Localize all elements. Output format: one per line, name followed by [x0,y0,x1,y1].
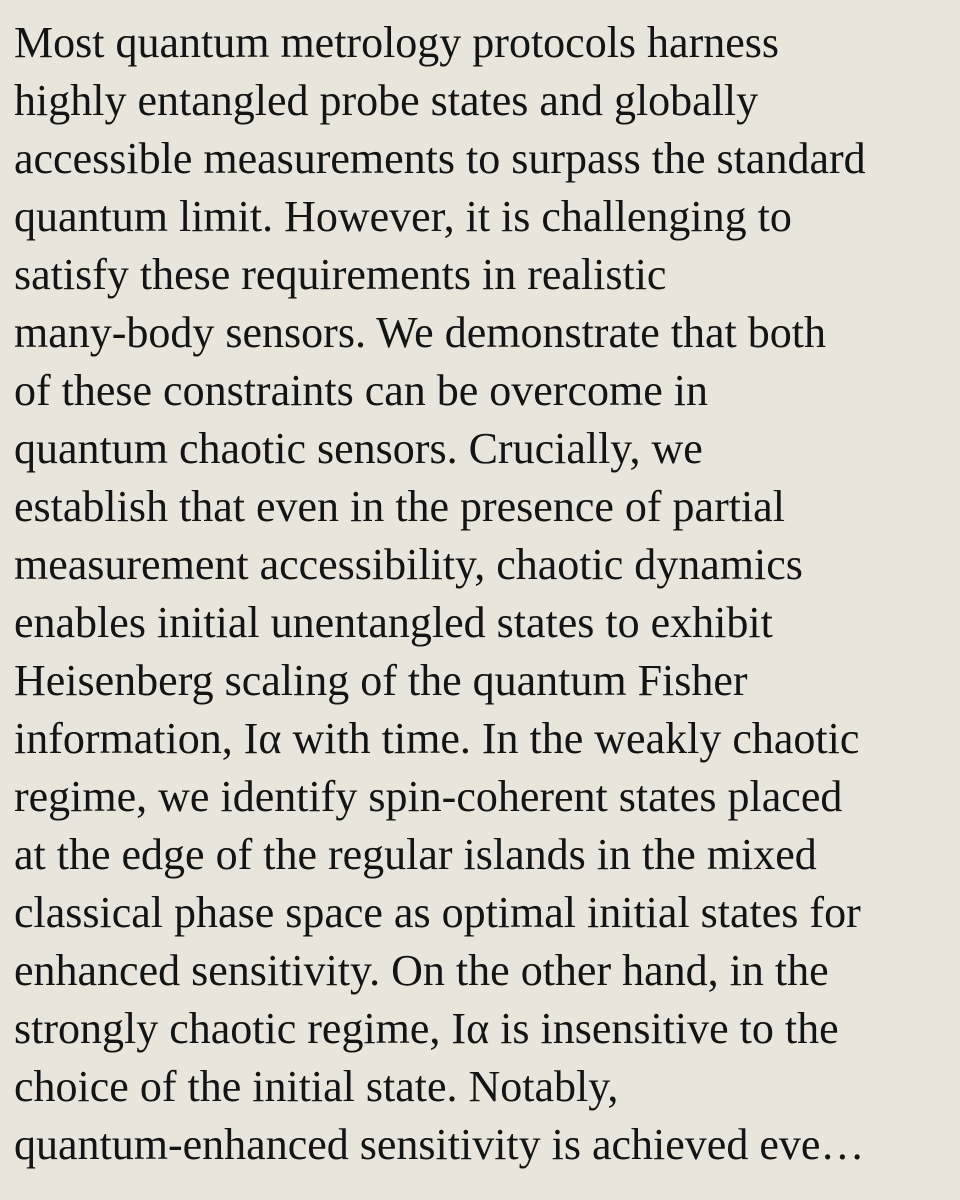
text-line: strongly chaotic regime, Iα is insensitive to the [14,1004,839,1053]
text-line: quantum-enhanced sensitivity is achieved eve… [14,1120,865,1169]
text-line: information, Iα with time. In the weakly chaotic [14,714,860,763]
text-line: of these constraints can be overcome in [14,366,708,415]
text-line: choice of the initial state. Notably, [14,1062,619,1111]
text-line: regime, we identify spin-coherent states placed [14,772,843,821]
text-line: establish that even in the presence of partial [14,482,785,531]
text-line: classical phase space as optimal initial states for [14,888,861,937]
text-line: enables initial unentangled states to exhibit [14,598,773,647]
abstract-text [14,14,948,1174]
text-line: Most quantum metrology protocols harness [14,18,780,67]
text-line: many-body sensors. We demonstrate that both [14,308,826,357]
text-line: measurement accessibility, chaotic dynamics [14,540,803,589]
text-line: quantum chaotic sensors. Crucially, we [14,424,703,473]
text-line: at the edge of the regular islands in the mixed [14,830,817,879]
text-line: highly entangled probe states and globally [14,76,759,125]
text-line: accessible measurements to surpass the standard [14,134,866,183]
text-line: quantum limit. However, it is challenging to [14,192,792,241]
text-line: enhanced sensitivity. On the other hand, in the [14,946,829,995]
text-line: satisfy these requirements in realistic [14,250,667,299]
text-line: Heisenberg scaling of the quantum Fisher [14,656,748,705]
